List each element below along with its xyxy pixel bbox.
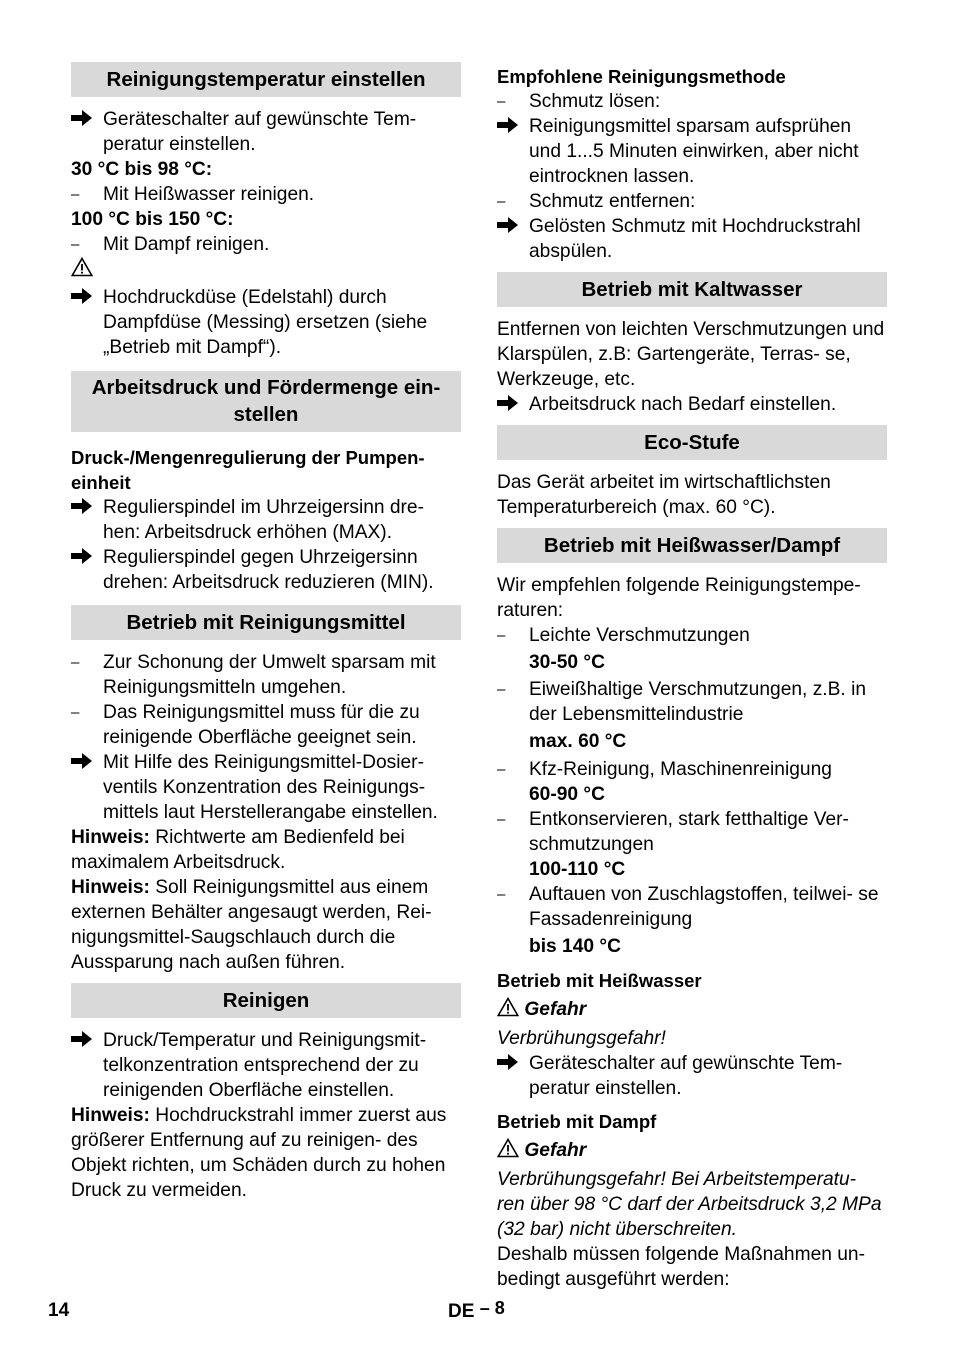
- danger-text: Verbrühungsgefahr! Bei Arbeitstemperatu- ren über 98 °C darf der Arbeitsdruck 3,2 MPa (32 bar) nicht überschreiten.: [497, 1169, 882, 1240]
- dash-bullet: –: [497, 681, 506, 698]
- right-column: [497, 64, 887, 1292]
- instruction-item: Reinigungsmittel sparsam aufsprühen und 1...5 Minuten einwirken, aber nicht eintrocknen lassen.: [497, 114, 887, 189]
- temp-value: 60-90 °C: [529, 784, 605, 805]
- heading-kaltwasser: Betrieb mit Kaltwasser: [497, 272, 887, 307]
- heading-arbeitsdruck: Arbeitsdruck und Fördermenge ein- stellen: [71, 371, 461, 432]
- temp-value: max. 60 °C: [529, 731, 627, 752]
- dash-item: – Schmutz entfernen:: [497, 191, 696, 212]
- dash-bullet: –: [497, 93, 506, 110]
- arrow-right-icon: [497, 216, 519, 234]
- temp-range-label: 100 °C bis 150 °C:: [71, 209, 234, 230]
- temp-list-item: – Entkonservieren, stark fetthaltige Ver- schmutzungen: [497, 809, 849, 855]
- subheading-dampf: Betrieb mit Dampf: [497, 1111, 657, 1132]
- subheading-druckregulierung: Druck-/Mengenregulierung der Pumpen- einheit: [71, 447, 425, 493]
- dash-bullet: –: [71, 236, 80, 253]
- warning-triangle-icon: [497, 997, 519, 1017]
- dash-bullet: –: [497, 761, 506, 778]
- danger-text: Verbrühungsgefahr!: [497, 1028, 666, 1049]
- temp-range-label: 30 °C bis 98 °C:: [71, 159, 213, 180]
- instruction-item: Druck/Temperatur und Reinigungsmit- telkonzentration entsprechend der zu reinigenden Oberfläche einstellen.: [71, 1028, 461, 1103]
- dash-bullet: –: [71, 186, 80, 203]
- danger-label: Gefahr: [497, 997, 887, 1022]
- dash-item: – Das Reinigungsmittel muss für die zu reinigende Oberfläche geeignet sein.: [71, 702, 420, 748]
- arrow-right-icon: [497, 1053, 519, 1071]
- paragraph: Das Gerät arbeitet im wirtschaftlichsten Temperaturbereich (max. 60 °C).: [497, 472, 831, 518]
- dash-item: – Zur Schonung der Umwelt sparsam mit Reinigungsmitteln umgehen.: [71, 652, 436, 698]
- dash-bullet: –: [497, 627, 506, 644]
- instruction-item: Hochdruckdüse (Edelstahl) durch Dampfdüse (Messing) ersetzen (siehe „Betrieb mit Dampf“).: [71, 285, 461, 360]
- temp-list-item: – Kfz-Reinigung, Maschinenreinigung: [497, 759, 832, 780]
- arrow-right-icon: [497, 394, 519, 412]
- arrow-right-icon: [71, 287, 93, 305]
- arrow-right-icon: [71, 547, 93, 565]
- left-column: [71, 62, 461, 1203]
- subheading-heisswasser: Betrieb mit Heißwasser: [497, 970, 702, 991]
- heading-eco-stufe: Eco-Stufe: [497, 425, 887, 460]
- warning-line: [71, 257, 461, 285]
- dash-bullet: –: [71, 704, 80, 721]
- danger-label: Gefahr: [497, 1138, 887, 1163]
- instruction-item: Geräteschalter auf gewünschte Tem- peratur einstellen.: [497, 1051, 887, 1101]
- dash-bullet: –: [497, 811, 506, 828]
- footer-language: DE – 8: [448, 1298, 505, 1322]
- instruction-item: Gelösten Schmutz mit Hochdruckstrahl abspülen.: [497, 214, 887, 264]
- dash-bullet: –: [497, 886, 506, 903]
- arrow-right-icon: [71, 1030, 93, 1048]
- warning-triangle-icon: [71, 257, 93, 277]
- dash-bullet: –: [497, 193, 506, 210]
- temp-value: bis 140 °C: [529, 936, 621, 957]
- heading-reinigungstemperatur: Reinigungstemperatur einstellen: [71, 62, 461, 97]
- instruction-item: Mit Hilfe des Reinigungsmittel-Dosier- ventils Konzentration des Reinigungs- mittels laut Herstellerangabe einstellen.: [71, 750, 461, 825]
- instruction-item: Regulierspindel im Uhrzeigersinn dre- hen: Arbeitsdruck erhöhen (MAX).: [71, 495, 461, 545]
- instruction-item: Arbeitsdruck nach Bedarf einstellen.: [497, 392, 887, 417]
- temp-value: 100-110 °C: [529, 859, 626, 880]
- paragraph: Deshalb müssen folgende Maßnahmen un- bedingt ausgeführt werden:: [497, 1244, 865, 1290]
- temp-list-item: – Eiweißhaltige Verschmutzungen, z.B. in der Lebensmittelindustrie: [497, 679, 867, 725]
- heading-reinigen: Reinigen: [71, 983, 461, 1018]
- note-paragraph: Hinweis: Hochdruckstrahl immer zuerst aus größerer Entfernung auf zu reinigen- des Objekt richten, um Schäden durch zu hohen Druck zu vermeiden.: [71, 1105, 447, 1201]
- temp-list-item: – Leichte Verschmutzungen: [497, 625, 750, 646]
- dash-item: – Mit Dampf reinigen.: [71, 234, 270, 255]
- arrow-right-icon: [71, 109, 93, 127]
- note-paragraph: Hinweis: Richtwerte am Bedienfeld bei maximalem Arbeitsdruck.: [71, 827, 405, 873]
- instruction-item: Regulierspindel gegen Uhrzeigersinn drehen: Arbeitsdruck reduzieren (MIN).: [71, 545, 461, 595]
- page-number: 14: [48, 1300, 70, 1321]
- subheading-reinigungsmethode: Empfohlene Reinigungsmethode: [497, 66, 786, 87]
- instruction-item: Geräteschalter auf gewünschte Tem- peratur einstellen.: [71, 107, 461, 157]
- dash-item: – Mit Heißwasser reinigen.: [71, 184, 315, 205]
- note-paragraph: Hinweis: Soll Reinigungsmittel aus einem externen Behälter angesaugt werden, Rei- nigungsmittel-Saugschlauch durch die Aussparung nach außen führen.: [71, 877, 432, 973]
- paragraph: Wir empfehlen folgende Reinigungstempe- raturen:: [497, 575, 861, 621]
- arrow-right-icon: [71, 752, 93, 770]
- arrow-right-icon: [71, 497, 93, 515]
- paragraph: Entfernen von leichten Verschmutzungen und Klarspülen, z.B: Gartengeräte, Terras- se, Werkzeuge, etc.: [497, 319, 885, 390]
- heading-reinigungsmittel: Betrieb mit Reinigungsmittel: [71, 605, 461, 640]
- warning-triangle-icon: [497, 1138, 519, 1158]
- heading-heisswasser-dampf: Betrieb mit Heißwasser/Dampf: [497, 528, 887, 563]
- arrow-right-icon: [497, 116, 519, 134]
- temp-value: 30-50 °C: [529, 652, 605, 673]
- dash-bullet: –: [71, 654, 80, 671]
- dash-item: – Schmutz lösen:: [497, 91, 661, 112]
- temp-list-item: – Auftauen von Zuschlagstoffen, teilwei- se Fassadenreinigung: [497, 884, 879, 930]
